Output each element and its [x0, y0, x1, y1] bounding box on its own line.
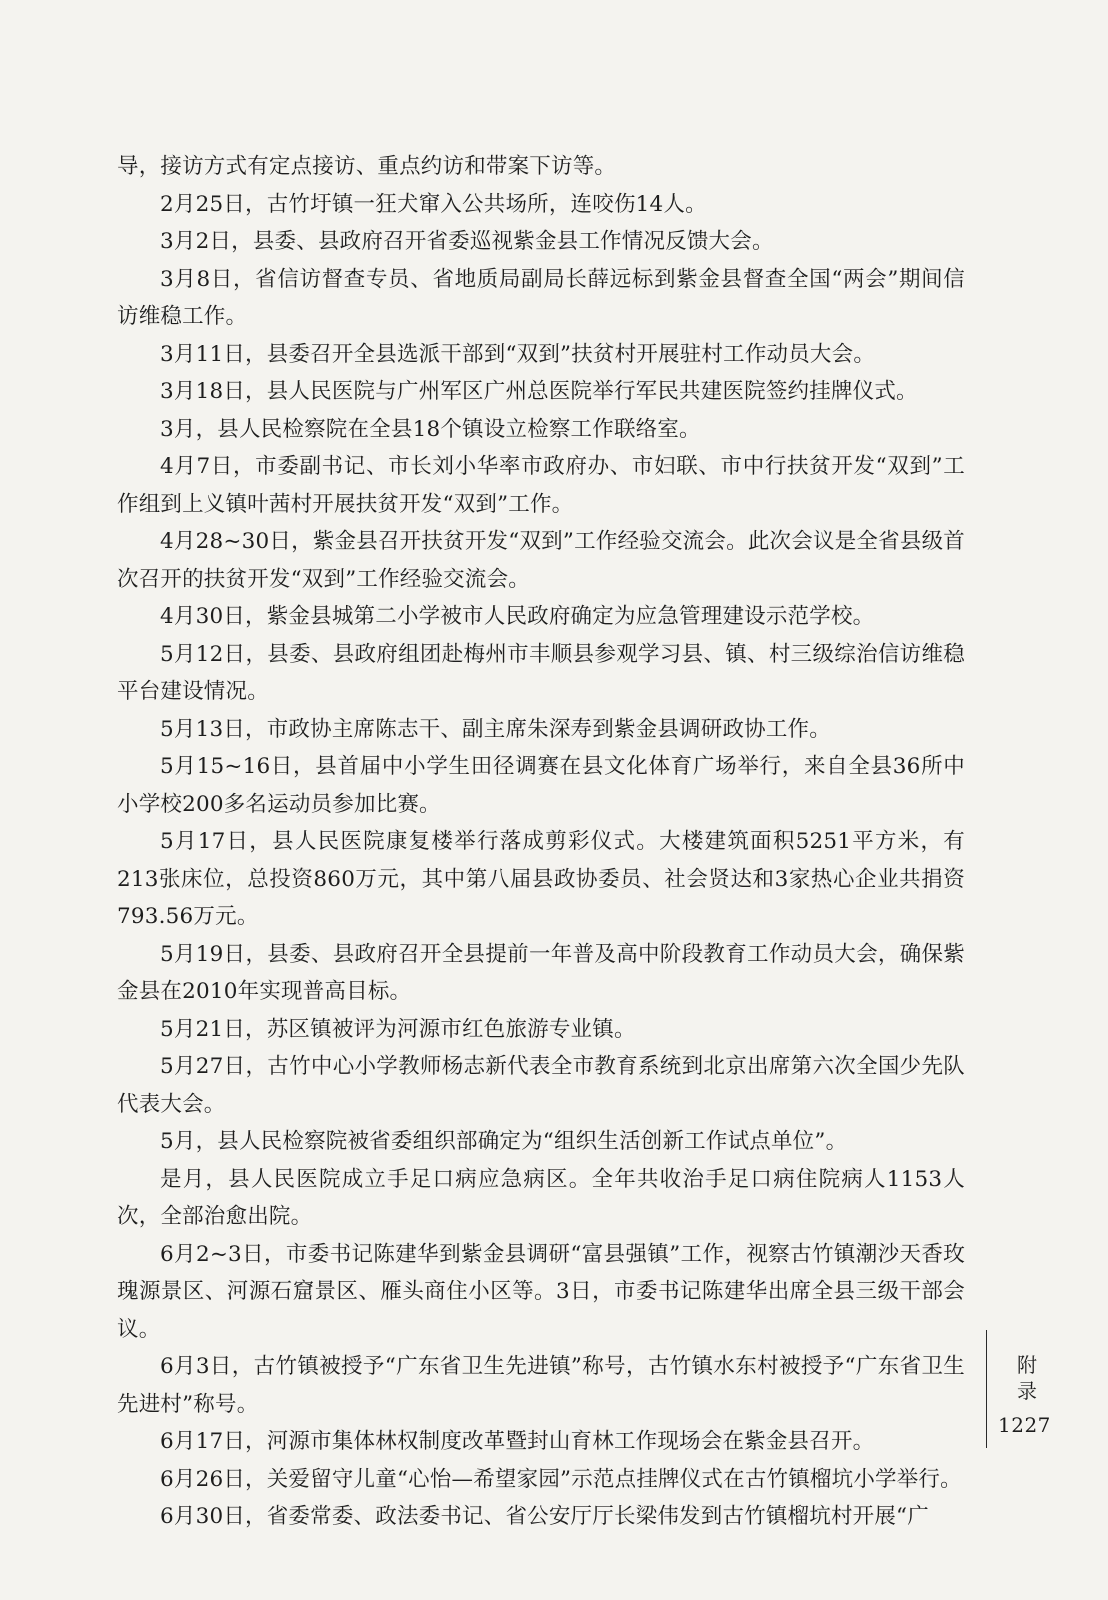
- paragraph-entry: 5月12日，县委、县政府组团赴梅州市丰顺县参观学习县、镇、村三级综治信访维稳平台建设情况。: [117, 641, 965, 704]
- paragraph-entry: 3月18日，县人民医院与广州军区广州总医院举行军民共建医院签约挂牌仪式。: [160, 379, 918, 404]
- paragraph-entry: 4月7日，市委副书记、市长刘小华率市政府办、市妇联、市中行扶贫开发“双到”工作组到上义镇叶茜村开展扶贫开发“双到”工作。: [117, 454, 965, 517]
- paragraph-entry: 5月15~16日，县首届中小学生田径调赛在县文化体育广场举行，来自全县36所中小学校200多名运动员参加比赛。: [117, 754, 965, 817]
- paragraph-entry: 5月，县人民检察院被省委组织部确定为“组织生活创新工作试点单位”。: [160, 1129, 848, 1154]
- margin-divider-line: [986, 1330, 987, 1448]
- page-body: [117, 148, 965, 1536]
- section-label: 附录: [1017, 1353, 1037, 1403]
- paragraph-entry: 5月17日，县人民医院康复楼举行落成剪彩仪式。大楼建筑面积5251平方米，有213张床位，总投资860万元，其中第八届县政协委员、社会贤达和3家热心企业共捐资793.56万元。: [117, 829, 965, 929]
- paragraph-entry: 4月30日，紫金县城第二小学被市人民政府确定为应急管理建设示范学校。: [160, 604, 875, 629]
- paragraph-entry: 是月，县人民医院成立手足口病应急病区。全年共收治手足口病住院病人1153人次，全部治愈出院。: [117, 1166, 965, 1229]
- page-number: 1227: [998, 1413, 1051, 1437]
- paragraph-entry: 5月27日，古竹中心小学教师杨志新代表全市教育系统到北京出席第六次全国少先队代表大会。: [117, 1054, 965, 1117]
- paragraph-entry: 3月8日，省信访督查专员、省地质局副局长薛远标到紫金县督查全国“两会”期间信访维稳工作。: [117, 266, 965, 329]
- paragraph-entry: 3月2日，县委、县政府召开省委巡视紫金县工作情况反馈大会。: [160, 229, 774, 254]
- paragraph-entry: 3月，县人民检察院在全县18个镇设立检察工作联络室。: [160, 416, 701, 442]
- paragraph-entry: 5月13日，市政协主席陈志干、副主席朱深寿到紫金县调研政协工作。: [160, 716, 831, 742]
- paragraph-entry: 6月3日，古竹镇被授予“广东省卫生先进镇”称号，古竹镇水东村被授予“广东省卫生先进村”称号。: [117, 1354, 965, 1417]
- paragraph-entry: 6月17日，河源市集体林权制度改革暨封山育林工作现场会在紫金县召开。: [160, 1429, 875, 1454]
- paragraph-entry: 6月2~3日，市委书记陈建华到紫金县调研“富县强镇”工作，视察古竹镇潮沙天香玫瑰源景区、河源石窟景区、雁头商住小区等。3日，市委书记陈建华出席全县三级干部会议。: [117, 1241, 965, 1342]
- paragraph-entry: 6月26日，关爱留守儿童“心怡—希望家园”示范点挂牌仪式在古竹镇榴坑小学举行。: [160, 1466, 962, 1492]
- paragraph-continued: 导，接访方式有定点接访、重点约访和带案下访等。: [117, 154, 617, 179]
- paragraph-entry: 4月28~30日，紫金县召开扶贫开发“双到”工作经验交流会。此次会议是全省县级首次召开的扶贫开发“双到”工作经验交流会。: [117, 529, 965, 592]
- paragraph-entry: 6月30日，省委常委、政法委书记、省公安厅厅长梁伟发到古竹镇榴坑村开展“广: [160, 1504, 929, 1529]
- paragraph-entry: 5月21日，苏区镇被评为河源市红色旅游专业镇。: [160, 1016, 636, 1042]
- paragraph-entry: 5月19日，县委、县政府召开全县提前一年普及高中阶段教育工作动员大会，确保紫金县在2010年实现普高目标。: [117, 941, 965, 1004]
- paragraph-entry: 3月11日，县委召开全县选派干部到“双到”扶贫村开展驻村工作动员大会。: [160, 341, 876, 367]
- paragraph-entry: 2月25日，古竹圩镇一狂犬窜入公共场所，连咬伤14人。: [160, 191, 707, 217]
